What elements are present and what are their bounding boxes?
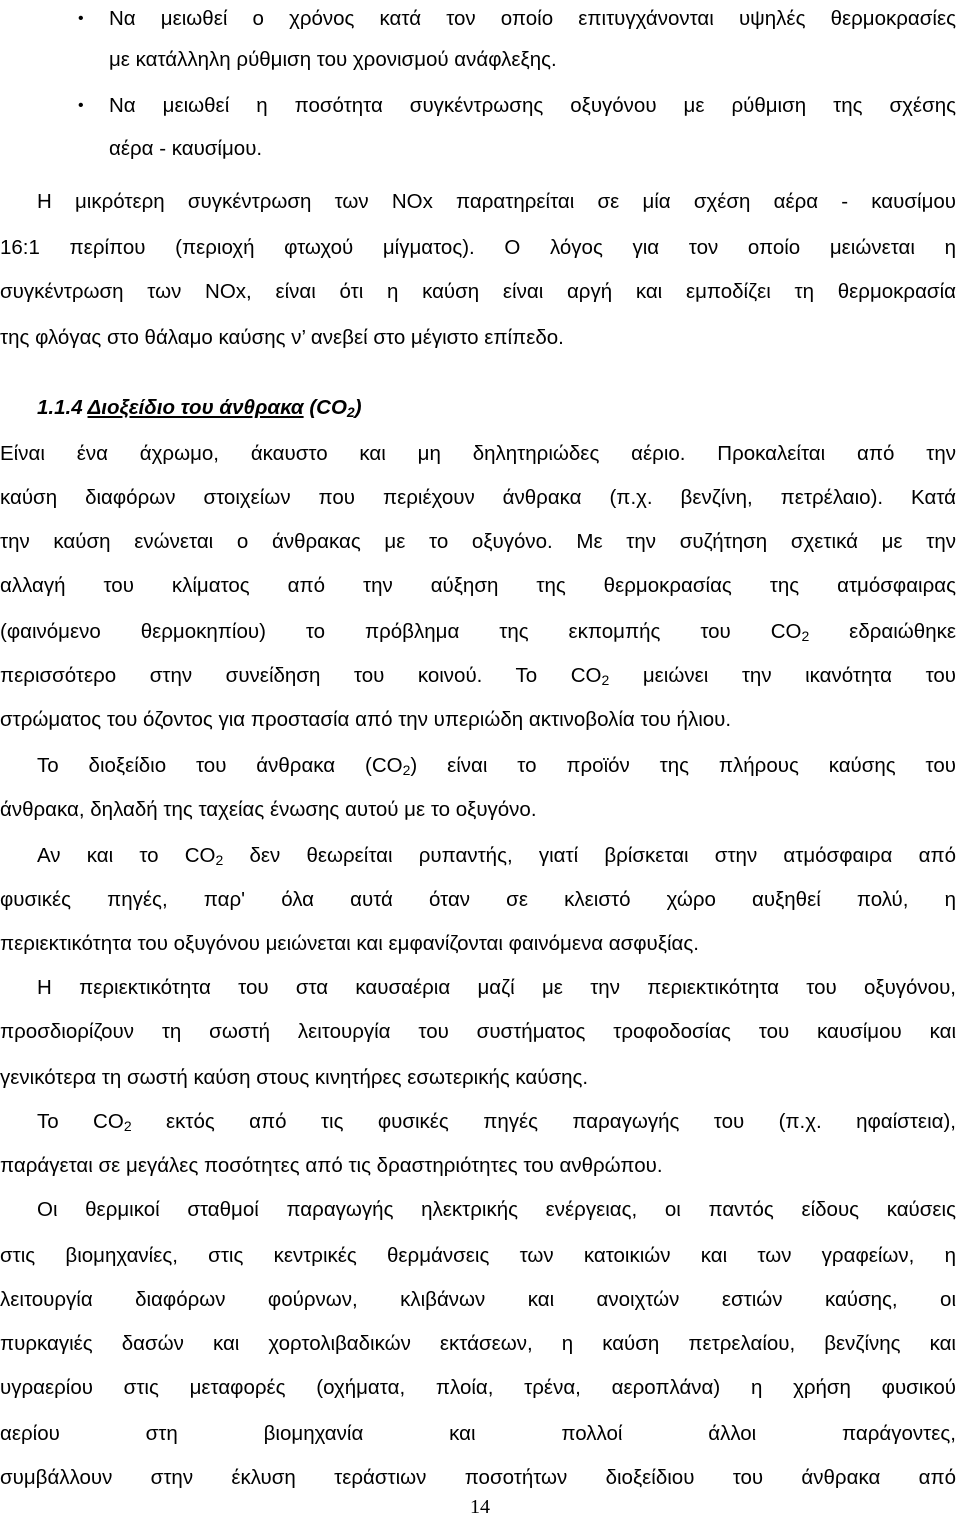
nox-paragraph-line-1: Η μικρότερη συγκέντρωση των NOx παρατηρείται σε μία σχέση αέρα - καυσίμου: [37, 190, 956, 213]
bullet-2-line-1: Να μειωθεί η ποσότητα συγκέντρωσης οξυγόνου με ρύθμιση της σχέσης: [109, 94, 956, 117]
co2-para6-line-5: υγραερίου στις μεταφορές (οχήματα, πλοία, τρένα, αεροπλάνα) η χρήση φυσικού: [0, 1376, 956, 1399]
co2-para5-line-2: παράγεται σε μεγάλες ποσότητες από τις δραστηριότητες του ανθρώπου.: [0, 1154, 663, 1177]
section-formula: $(CO_2)$: [309, 396, 362, 420]
co2-para6-line-7: συμβάλλουν στην έκλυση τεράστιων ποσοτήτων διοξείδιου του άνθρακα από: [0, 1466, 956, 1489]
bullet-1-line-2: με κατάλληλη ρύθμιση του χρονισμού ανάφλεξης.: [109, 48, 557, 71]
bullet-marker: •: [78, 97, 84, 114]
co2-para1-line-4: αλλαγή του κλίματος από την αύξηση της θερμοκρασίας της ατμόσφαιρας: [0, 574, 956, 597]
bullet-marker: •: [78, 10, 84, 27]
co2-para4-line-2: προσδιορίζουν τη σωστή λειτουργία του συστήματος τροφοδοσίας του καυσίμου και: [0, 1020, 956, 1043]
co2-para6-line-6: αερίου στη βιομηχανία και πολλοί άλλοι παράγοντες,: [0, 1422, 956, 1445]
co2-para6-line-1: Οι θερμικοί σταθμοί παραγωγής ηλεκτρικής ενέργειας, οι παντός είδους καύσεις: [37, 1198, 956, 1221]
bullet-item-2: [0, 84, 956, 128]
co2-para1-line-3: την καύση ενώνεται ο άνθρακας με το οξυγόνο. Με την συζήτηση σχετικά με την: [0, 530, 956, 553]
co2-para5-line-1: Το $CO_2$ εκτός από τις φυσικές πηγές παραγωγής του (π.χ. ηφαίστεια),: [37, 1110, 956, 1134]
co2-para1-line-1: Είναι ένα άχρωμο, άκαυστο και μη δηλητηριώδες αέριο. Προκαλείται από την: [0, 442, 956, 465]
co2-para3-line-3: περιεκτικότητα του οξυγόνου μειώνεται και εμφανίζονται φαινόμενα ασφυξίας.: [0, 932, 699, 955]
co2-para3-line-2: φυσικές πηγές, παρ' όλα αυτά όταν σε κλειστό χώρο αυξηθεί πολύ, η: [0, 888, 956, 911]
section-number: 1.1.4: [37, 396, 83, 419]
co2-para3-line-1: Αν και το $CO_2$ δεν θεωρείται ρυπαντής, γιατί βρίσκεται στην ατμόσφαιρα από: [37, 844, 956, 868]
bullet-item-1: [0, 0, 956, 41]
co2-para6-line-2: στις βιομηχανίες, στις κεντρικές θερμάνσεις των κατοικιών και των γραφείων, η: [0, 1244, 956, 1267]
co2-para2-line-1: Το διοξείδιο του άνθρακα $(CO_2)$ είναι το προϊόν της πλήρους καύσης του: [37, 754, 956, 778]
bullet-1-line-1: Να μειωθεί ο χρόνος κατά τον οποίο επιτυγχάνονται υψηλές θερμοκρασίες: [109, 7, 956, 30]
co2-para6-line-3: λειτουργία διαφόρων φούρνων, κλιβάνων και ανοιχτών εστιών καύσης, οι: [0, 1288, 956, 1311]
nox-paragraph-line-3: συγκέντρωση των NOx, είναι ότι η καύση είναι αργή και εμποδίζει τη θερμοκρασία: [0, 280, 956, 303]
co2-para1-line-6: περισσότερο στην συνείδηση του κοινού. Το $CO_2$ μειώνει την ικανότητα του: [0, 664, 956, 688]
bullet-2-line-2: αέρα - καυσίμου.: [109, 137, 263, 160]
nox-paragraph-line-4: της φλόγας στο θάλαμο καύσης ν’ ανεβεί στο μέγιστο επίπεδο.: [0, 326, 564, 349]
nox-paragraph-line-2: 16:1 περίπου (περιοχή φτωχού μίγματος). Ο λόγος για τον οποίο μειώνεται η: [0, 236, 956, 259]
co2-para4-line-3: γενικότερα τη σωστή καύση στους κινητήρες εσωτερικής καύσης.: [0, 1066, 589, 1089]
co2-para1-line-2: καύση διαφόρων στοιχείων που περιέχουν άνθρακα (π.χ. βενζίνη, πετρέλαιο). Κατά: [0, 486, 956, 509]
section-title: Διοξείδιο του άνθρακα: [87, 396, 304, 419]
co2-para2-line-2: άνθρακα, δηλαδή της ταχείας ένωσης αυτού με το οξυγόνο.: [0, 798, 537, 821]
co2-para1-line-5: (φαινόμενο θερμοκηπίου) το πρόβλημα της εκπομπής του $CO_2$ εδραιώθηκε: [0, 620, 956, 644]
co2-para6-line-4: πυρκαγιές δασών και χορτολιβαδικών εκτάσεων, η καύση πετρελαίου, βενζίνης και: [0, 1332, 956, 1355]
co2-para1-line-7: στρώματος του όζοντος για προστασία από την υπεριώδη ακτινοβολία του ήλιου.: [0, 708, 732, 731]
section-heading: [37, 386, 362, 430]
co2-para4-line-1: Η περιεκτικότητα του στα καυσαέρια μαζί με την περιεκτικότητα του οξυγόνου,: [37, 976, 956, 999]
page-number: 14: [470, 1496, 490, 1518]
